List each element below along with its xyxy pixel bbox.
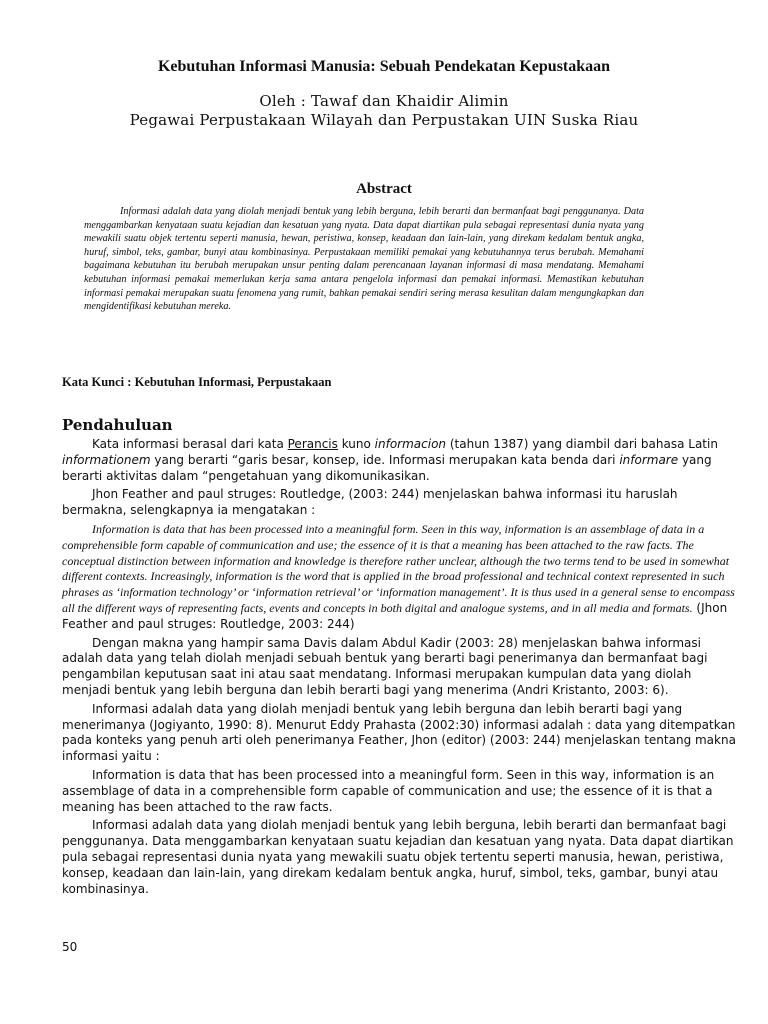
paragraph-4: Informasi adalah data yang diolah menjadi bentuk yang lebih berguna dan lebih berarti bagi yang menerimanya (Jogiyanto, 1990: 8). Menurut Eddy Prahasta (2002:30) informasi adalah : data yang ditempatkan pada konteks yang penuh arti oleh penerimanya Feather, Jhon (editor) (2003: 244) menjelaskan tentang makna informasi yaitu :: [62, 701, 736, 764]
keywords: Kata Kunci : Kebutuhan Informasi, Perpustakaan: [62, 375, 332, 389]
page-number: 50: [62, 940, 78, 954]
link-perancis[interactable]: Perancis: [287, 437, 338, 451]
paragraph-1: Kata informasi berasal dari kata Perancis kuno informacion (tahun 1387) yang diambil dari bahasa Latin informationem yang berarti “garis besar, konsep, ide. Informasi merupakan kata benda dari informare yang berarti aktivitas dalam “pengetahuan yang dikomunikasikan.: [62, 437, 718, 483]
abstract-heading: Abstract: [356, 181, 412, 197]
quote-citation: (Jhon Feather and paul struges: Routledge, 2003: 244): [62, 600, 728, 631]
paper-title: Kebutuhan Informasi Manusia: Sebuah Pendekatan Kepustakaan: [157, 58, 611, 75]
paragraph-3: Dengan makna yang hampir sama Davis dalam Abdul Kadir (2003: 28) menjelaskan bahwa informasi adalah data yang telah diolah menjadi sebuah bentuk yang berarti bagi penerimanya dan bermanfaat bagi pengambilan keputusan saat ini atau saat mendatang. Informasi merupakan kumpulan data yang diolah menjadi bentuk yang lebih berguna dan lebih berarti bagi yang menerima (Andri Kristanto, 2003: 6).: [62, 635, 708, 697]
paragraph-2: Jhon Feather and paul struges: Routledge, (2003: 244) menjelaskan bahwa informasi itu haruslah bermakna, selengkapnya ia mengatakan :: [62, 487, 678, 518]
affiliation-line: Pegawai Perpustakaan Wilayah dan Perpustakan UIN Suska Riau: [129, 111, 639, 129]
paragraph-5: Information is data that has been processed into a meaningful form. Seen in this way, information is an assemblage of data in a comprehensible form capable of communication and use; the essence of it is that a meaning has been attached to the raw facts.: [62, 767, 715, 814]
author-line: Oleh : Tawaf dan Khaidir Alimin: [259, 92, 509, 110]
section-body: [62, 437, 736, 900]
paragraph-6: Informasi adalah data yang diolah menjadi bentuk yang lebih berguna, lebih berarti dan bermanfaat bagi penggunanya. Data menggambarkan kenyataan suatu kejadian dan kesatuan yang nyata. Data dapat diartikan pula sebagai representasi dunia nyata yang mewakili suatu objek tertentu seperti manusia, hewan, peristiwa, konsep, keadaan dan lain-lain, yang direkam kedalam bentuk angka, huruf, simbol, teks, gambar, bunyi atau kombinasinya.: [62, 818, 734, 896]
abstract-text: [84, 205, 644, 314]
block-quote: [62, 522, 736, 633]
section-heading: Pendahuluan: [62, 416, 173, 434]
abstract-body: Informasi adalah data yang diolah menjadi bentuk yang lebih berguna, lebih berarti dan bermanfaat bagi penggunanya. Data menggambarkan kenyataan suatu kejadian dan kesatuan yang nyata. Data dapat diartikan pula sebagai representasi dunia nyata yang mewakili suatu objek tertentu seperti manusia, hewan, peristiwa, konsep, keadaan dan lain-lain, yang direkam kedalam bentuk angka, huruf, simbol, teks, gambar, bunyi atau kombinasinya. Perpustakaan memiliki pemakai yang kebutuhannya terus berubah. Memahami bagaimana kebutuhan itu berubah merupakan unsur penting dalam perencanaan layanan informasi di masa mendatang. Memahami kebutuhan informasi pemakai memerlukan kerja sama antara pengelola informasi dan pemakai informasi. Memastikan kebutuhan informasi pemakai merupakan suatu fenomena yang rumit, bahkan pemakai sendiri sering merasa kesulitan dalam mengungkapkan dan mengidentifikasi kebutuhan mereka.: [84, 206, 644, 313]
quote-text: Information is data that has been processed into a meaningful form. Seen in this way, information is an assemblage of data in a comprehensible form capable of communication and use; the essence of it is that a meaning has been attached to the raw facts. The conceptual distinction between information and knowledge is therefore rather unclear, although the two terms tend to be used in somewhat different contexts. Increasingly, information is the word that is applied in the broad professional and technical context represented in such phrases as ‘information technology’ or ‘information retrieval’ or ‘information management’. It is thus used in a general sense to encompass all the different ways of representing facts, events and concepts in both digital and analogue systems, and in all media and formats.: [62, 521, 735, 615]
